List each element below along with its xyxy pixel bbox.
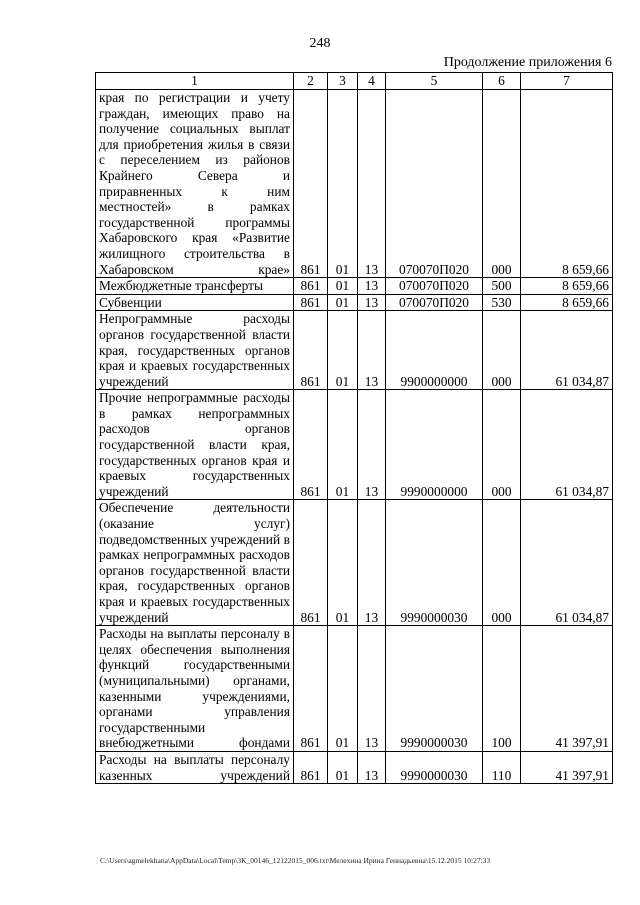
ministry-code: 861 [294,294,328,311]
expense-type-code: 530 [483,294,521,311]
expense-type-code: 500 [483,278,521,295]
section-code: 01 [328,390,358,500]
amount: 61 034,87 [521,500,613,626]
expense-type-code: 110 [483,751,521,783]
table-row [96,500,613,626]
expense-type-code: 000 [483,500,521,626]
section-code: 01 [328,90,358,278]
target-article-code: 070070П020 [386,278,483,295]
subsection-code: 13 [358,311,386,390]
section-code: 01 [328,500,358,626]
subsection-code: 13 [358,278,386,295]
header-cell: 4 [358,73,386,90]
header-cell: 2 [294,73,328,90]
target-article-code: 9900000000 [386,311,483,390]
header-cell: 3 [328,73,358,90]
amount: 61 034,87 [521,311,613,390]
subsection-code: 13 [358,390,386,500]
row-name: Межбюджетные трансферты [96,278,294,295]
ministry-code: 861 [294,90,328,278]
header-cell: 5 [386,73,483,90]
amount: 8 659,66 [521,278,613,295]
section-code: 01 [328,751,358,783]
row-name: Расходы на выплаты персоналу в целях обеспечения выполнения функций государственными (муниципальными) органами, казенными учреждениями, органами управления государственными внебюджетными фондами [96,626,294,752]
table-row [96,390,613,500]
amount: 8 659,66 [521,90,613,278]
ministry-code: 861 [294,626,328,752]
header-row [96,73,613,90]
section-code: 01 [328,294,358,311]
ministry-code: 861 [294,278,328,295]
header-cell: 7 [521,73,613,90]
amount: 8 659,66 [521,294,613,311]
row-name: Субвенции [96,294,294,311]
target-article-code: 070070П020 [386,294,483,311]
amount: 41 397,91 [521,751,613,783]
header-cell: 1 [96,73,294,90]
section-code: 01 [328,311,358,390]
amount: 61 034,87 [521,390,613,500]
subsection-code: 13 [358,90,386,278]
subsection-code: 13 [358,500,386,626]
header-cell: 6 [483,73,521,90]
row-name: края по регистрации и учету граждан, имеющих право на получение социальных выплат для приобретения жилья в связи с переселением из районов Крайнего Севера и приравненных к ним местностей» в рамках государственной программы Хабаровского края «Развитие жилищного строительства в Хабаровском крае» [96,90,294,278]
expense-type-code: 000 [483,390,521,500]
expense-type-code: 000 [483,90,521,278]
ministry-code: 861 [294,500,328,626]
target-article-code: 070070П020 [386,90,483,278]
table-row [96,311,613,390]
ministry-code: 861 [294,311,328,390]
table-row [96,626,613,752]
target-article-code: 9990000000 [386,390,483,500]
target-article-code: 9990000030 [386,500,483,626]
expense-type-code: 100 [483,626,521,752]
ministry-code: 861 [294,390,328,500]
target-article-code: 9990000030 [386,751,483,783]
section-code: 01 [328,626,358,752]
expense-type-code: 000 [483,311,521,390]
subsection-code: 13 [358,294,386,311]
row-name: Прочие непрограммные расходы в рамках непрограммных расходов органов государственной власти края, государственных органов края и краевых государственных учреждений [96,390,294,500]
subsection-code: 13 [358,626,386,752]
file-path-footer: C:\Users\agmelekhana\AppData\Local\Temp\3K_00146_12122015_006.txt\Мелехина Ирина Геннадьевна\15.12.2015 10:27:33 [100,856,491,865]
table-row [96,278,613,295]
table-row [96,294,613,311]
appendix-continuation-label: Продолжение приложения 6 [443,55,612,70]
ministry-code: 861 [294,751,328,783]
table-row [96,90,613,278]
page-number: 248 [309,36,331,51]
subsection-code: 13 [358,751,386,783]
row-name: Непрограммные расходы органов государственной власти края, государственных органов края и краевых государственных учреждений [96,311,294,390]
budget-table [95,72,613,784]
row-name: Обеспечение деятельности (оказание услуг) подведомственных учреждений в рамках непрограммных расходов органов государственной власти края, государственных органов края и краевых государственных учреждений [96,500,294,626]
section-code: 01 [328,278,358,295]
target-article-code: 9990000030 [386,626,483,752]
amount: 41 397,91 [521,626,613,752]
table-row [96,751,613,783]
row-name: Расходы на выплаты персоналу казенных учреждений [96,751,294,783]
